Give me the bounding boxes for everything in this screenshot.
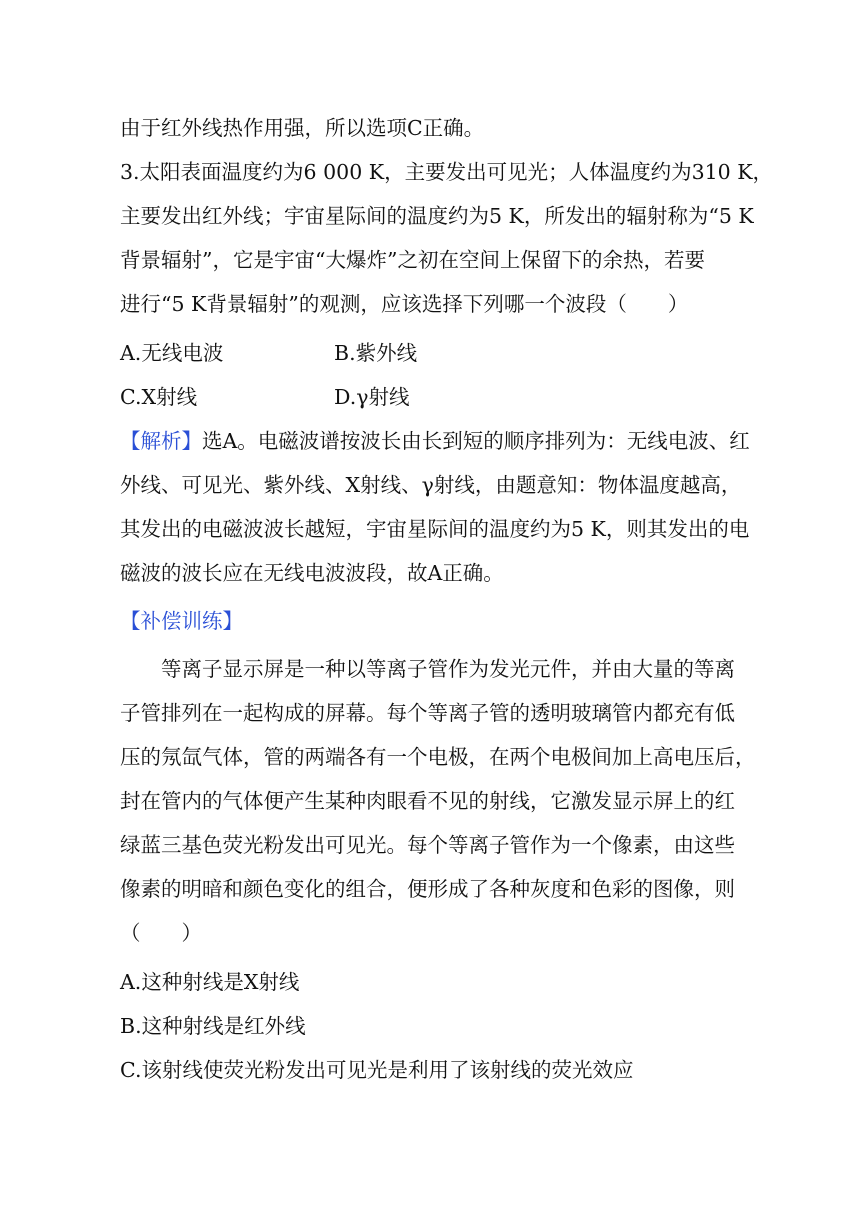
question-3-line-3: 背景辐射”，它是宇宙“大爆炸”之初在空间上保留下的余热，若要 <box>120 248 705 272</box>
analysis-line-4: 磁波的波长应在无线电波波段，故A正确。 <box>120 561 504 585</box>
option-row-cd <box>120 375 740 419</box>
practice-line-6: 像素的明暗和颜色变化的组合，便形成了各种灰度和色彩的图像，则 <box>120 877 735 901</box>
practice-option-a: A.这种射线是X射线 <box>120 970 300 994</box>
option-row-ab <box>120 331 740 375</box>
question-3-line-2: 主要发出红外线；宇宙星际间的温度约为5 K，所发出的辐射称为“5 K <box>120 204 754 228</box>
option-d: D.γ射线 <box>334 385 410 409</box>
analysis-line-2: 外线、可见光、紫外线、X射线、γ射线，由题意知：物体温度越高， <box>120 473 742 497</box>
option-b: B.紫外线 <box>334 341 418 365</box>
question-3-line-4: 进行“5 K背景辐射”的观测，应该选择下列哪一个波段（ ） <box>120 292 689 316</box>
practice-tag: 【补偿训练】 <box>120 609 243 633</box>
practice-option-c: C.该射线使荧光粉发出可见光是利用了该射线的荧光效应 <box>120 1058 634 1082</box>
practice-option-b: B.这种射线是红外线 <box>120 1014 306 1038</box>
text-line: 由于红外线热作用强，所以选项C正确。 <box>120 116 485 140</box>
analysis-line-1 <box>120 419 750 463</box>
practice-line-1: 等离子显示屏是一种以等离子管作为发光元件，并由大量的等离 <box>161 657 735 681</box>
practice-line-3: 压的氖氙气体，管的两端各有一个电极，在两个电极间加上高电压后， <box>120 745 756 769</box>
practice-line-5: 绿蓝三基色荧光粉发出可见光。每个等离子管作为一个像素，由这些 <box>120 833 735 857</box>
practice-line-7: （ ） <box>120 921 202 945</box>
analysis-text: 选A。电磁波谱按波长由长到短的顺序排列为：无线电波、红 <box>202 429 750 453</box>
option-a: A.无线电波 <box>120 341 224 365</box>
question-3-line-1: 3.太阳表面温度约为6 000 K，主要发出可见光；人体温度约为310 K， <box>120 160 774 184</box>
practice-line-2: 子管排列在一起构成的屏幕。每个等离子管的透明玻璃管内都充有低 <box>120 701 735 725</box>
practice-line-4: 封在管内的气体便产生某种肉眼看不见的射线，它激发显示屏上的红 <box>120 789 735 813</box>
option-c: C.X射线 <box>120 385 198 409</box>
analysis-line-3: 其发出的电磁波波长越短，宇宙星际间的温度约为5 K，则其发出的电 <box>120 517 750 541</box>
analysis-tag: 【解析】 <box>120 429 202 453</box>
